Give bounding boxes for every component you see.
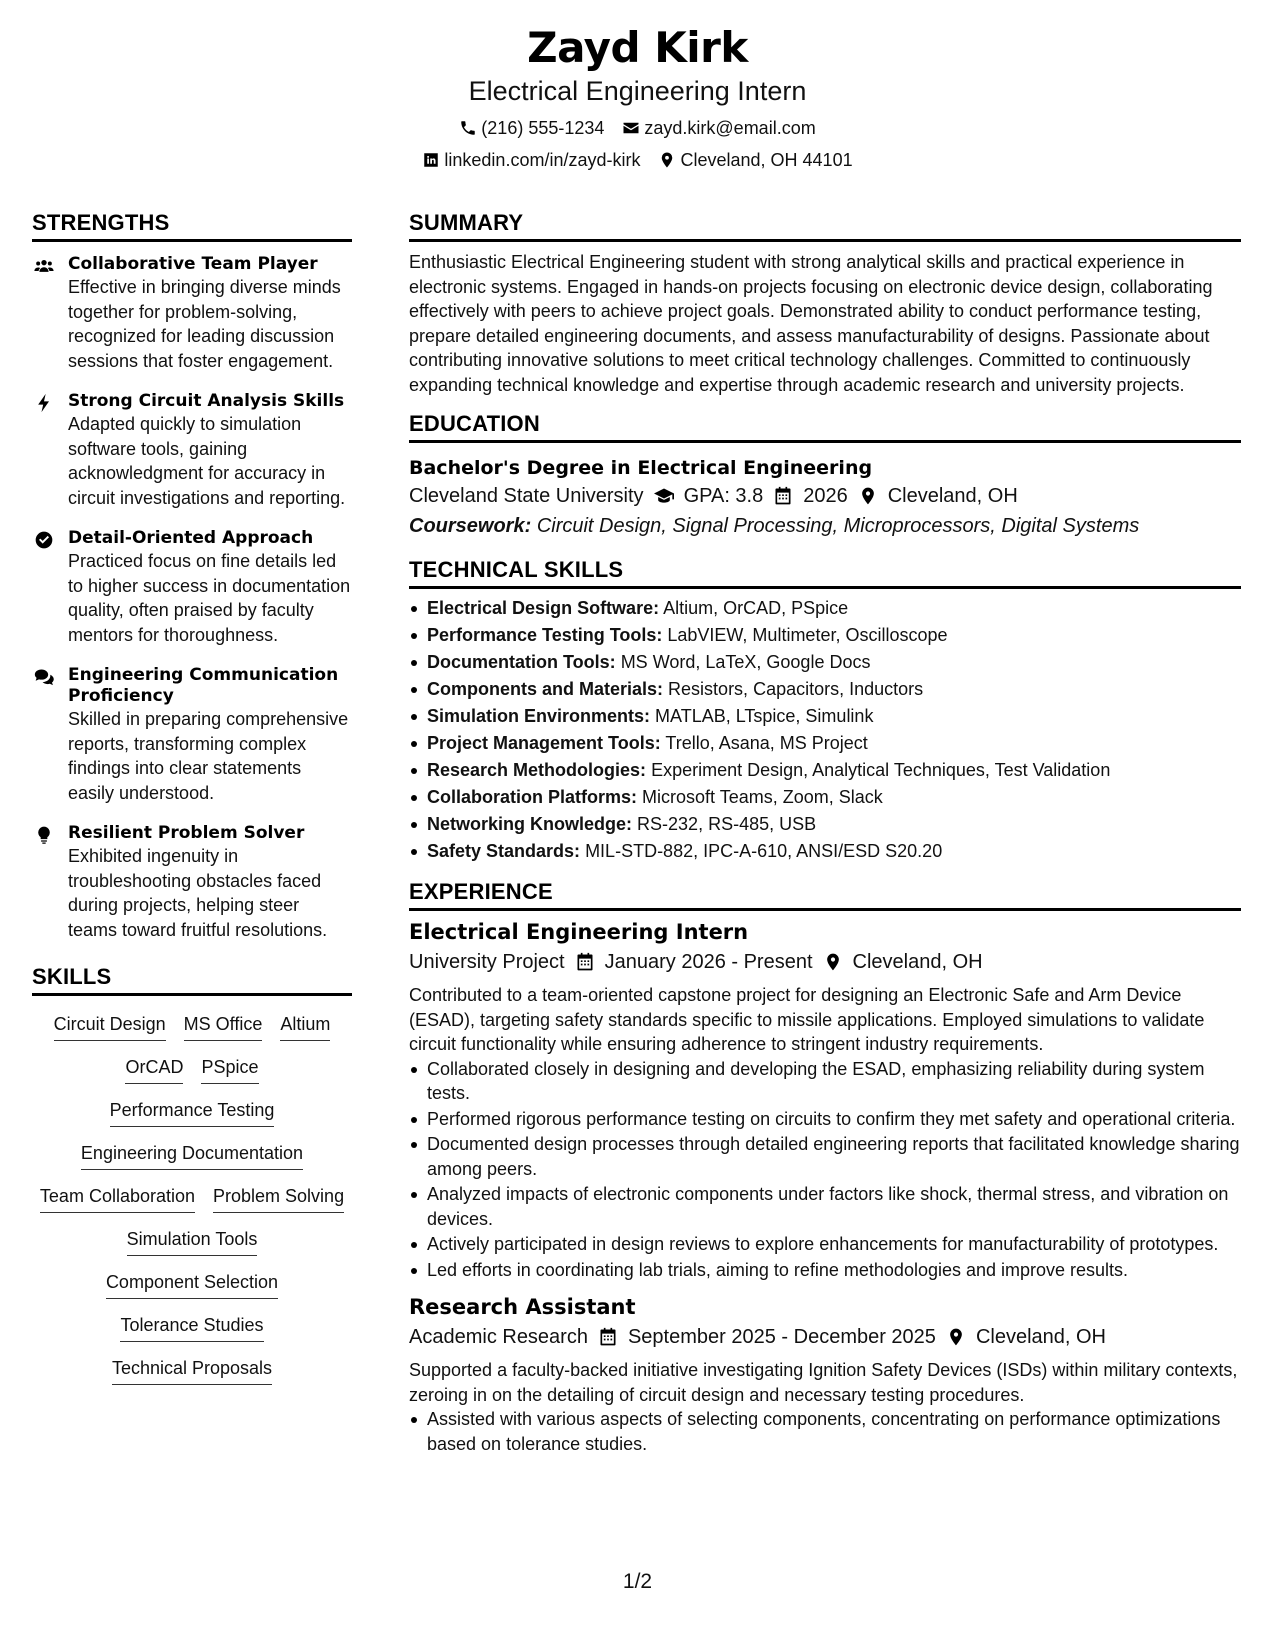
job-meta <box>409 1322 1241 1352</box>
skills-heading: SKILLS <box>32 964 352 996</box>
skill-value: Altium, OrCAD, PSpice <box>663 598 849 618</box>
skill-tag: Altium <box>280 1012 330 1041</box>
lightbulb-icon <box>34 825 54 845</box>
school-name: Cleveland State University <box>409 485 644 507</box>
email-text: zayd.kirk@email.com <box>644 118 816 138</box>
skill-tag: OrCAD <box>125 1055 183 1084</box>
strength-title: Detail-Oriented Approach <box>68 528 314 548</box>
skill-label: Performance Testing Tools: <box>427 625 663 645</box>
skill-label: Research Methodologies: <box>427 760 647 780</box>
skill-value: MIL-STD-882, IPC-A-610, ANSI/ESD S20.20 <box>585 841 943 861</box>
strength-title: Strong Circuit Analysis Skills <box>68 391 345 411</box>
strength-item <box>32 528 352 647</box>
list-item <box>409 595 1241 622</box>
map-pin-icon <box>823 952 843 972</box>
skill-tag: Simulation Tools <box>127 1227 258 1256</box>
graduation-cap-icon <box>654 486 674 506</box>
list-item <box>409 622 1241 649</box>
education-location: Cleveland, OH <box>887 485 1018 507</box>
skill-tag: Circuit Design <box>54 1012 166 1041</box>
comments-icon <box>34 667 54 687</box>
job-entry <box>409 1292 1241 1456</box>
skill-tag: PSpice <box>201 1055 258 1084</box>
skill-label: Collaboration Platforms: <box>427 787 638 807</box>
skill-label: Components and Materials: <box>427 679 664 699</box>
strength-desc: Adapted quickly to simulation software tools, gaining acknowledgment for accuracy in circuit investigations and reporting. <box>68 414 346 508</box>
summary-heading: SUMMARY <box>409 210 1241 242</box>
strength-item <box>32 665 352 805</box>
list-item <box>409 649 1241 676</box>
technical-skills-list <box>409 595 1241 865</box>
strength-item <box>32 823 352 942</box>
grad-year: 2026 <box>803 485 848 507</box>
skill-tag: MS Office <box>184 1012 263 1041</box>
linkedin-contact[interactable] <box>422 148 640 172</box>
users-icon <box>34 256 54 276</box>
strength-item <box>32 254 352 373</box>
job-location: Cleveland, OH <box>852 951 983 973</box>
skill-value: Experiment Design, Analytical Techniques, Test Validation <box>651 760 1111 780</box>
linkedin-icon <box>422 151 440 169</box>
technical-skills-heading: TECHNICAL SKILLS <box>409 557 1241 589</box>
envelope-icon <box>622 119 640 137</box>
skill-label: Electrical Design Software: <box>427 598 660 618</box>
skill-label: Project Management Tools: <box>427 733 661 753</box>
email-contact[interactable] <box>622 116 815 140</box>
map-pin-icon <box>858 486 878 506</box>
skill-tag: Engineering Documentation <box>81 1141 303 1170</box>
list-item <box>409 730 1241 757</box>
list-item <box>409 676 1241 703</box>
list-item: Analyzed impacts of electronic components under factors like shock, thermal stress, and vibration on devices. <box>409 1182 1241 1231</box>
coursework-text: Circuit Design, Signal Processing, Microprocessors, Digital Systems <box>536 515 1140 537</box>
list-item: Performed rigorous performance testing on circuits to confirm they met safety and operational criteria. <box>409 1107 1241 1132</box>
right-column <box>409 210 1241 1457</box>
experience-heading: EXPERIENCE <box>409 879 1241 911</box>
job-title: Research Assistant <box>409 1295 636 1319</box>
linkedin-text: linkedin.com/in/zayd-kirk <box>444 150 641 170</box>
list-item: Led efforts in coordinating lab trials, aiming to refine methodologies and improve results. <box>409 1258 1241 1283</box>
bolt-icon <box>34 393 54 413</box>
job-org: Academic Research <box>409 1326 588 1348</box>
coursework-line <box>409 511 1241 541</box>
phone-text: (216) 555-1234 <box>481 118 605 138</box>
page-number: 1/2 <box>622 1570 653 1593</box>
coursework-label: Coursework: <box>409 515 532 537</box>
calendar-icon <box>773 486 793 506</box>
education-meta <box>409 481 1241 511</box>
left-column <box>32 210 352 1385</box>
phone-icon <box>459 119 477 137</box>
skill-tag: Technical Proposals <box>112 1356 272 1385</box>
list-item: Collaborated closely in designing and developing the ESAD, emphasizing reliability during system tests. <box>409 1057 1241 1106</box>
job-bullets <box>409 1057 1241 1283</box>
candidate-title: Electrical Engineering Intern <box>468 76 807 106</box>
skill-value: Trello, Asana, MS Project <box>665 733 868 753</box>
strength-title: Collaborative Team Player <box>68 254 318 274</box>
calendar-icon <box>598 1327 618 1347</box>
phone-contact[interactable] <box>459 116 604 140</box>
skill-value: MATLAB, LTspice, Simulink <box>655 706 874 726</box>
list-item: Assisted with various aspects of selecting components, concentrating on performance optimizations based on tolerance studies. <box>409 1407 1241 1456</box>
skill-label: Simulation Environments: <box>427 706 651 726</box>
skill-tag: Performance Testing <box>110 1098 275 1127</box>
list-item <box>409 703 1241 730</box>
skill-value: RS-232, RS-485, USB <box>637 814 817 834</box>
location-contact <box>658 148 852 172</box>
skills-tags <box>32 1012 352 1385</box>
strength-desc: Skilled in preparing comprehensive reports, transforming complex findings into clear statements easily understood. <box>68 709 349 803</box>
skill-label: Documentation Tools: <box>427 652 616 672</box>
contact-row-1 <box>0 116 1275 140</box>
map-pin-icon <box>658 151 676 169</box>
list-item: Documented design processes through detailed engineering reports that facilitated knowledge sharing among peers. <box>409 1132 1241 1181</box>
strengths-heading: STRENGTHS <box>32 210 352 242</box>
job-org: University Project <box>409 951 565 973</box>
job-meta <box>409 947 1241 977</box>
skill-value: Microsoft Teams, Zoom, Slack <box>642 787 883 807</box>
degree-title: Bachelor's Degree in Electrical Engineering <box>409 457 873 479</box>
skill-tag: Tolerance Studies <box>120 1313 263 1342</box>
strength-desc: Exhibited ingenuity in troubleshooting obstacles faced during projects, helping steer teams toward fruitful resolutions. <box>68 846 328 940</box>
job-bullets <box>409 1407 1241 1456</box>
contact-row-2 <box>0 148 1275 172</box>
gpa-text: GPA: 3.8 <box>683 485 764 507</box>
job-entry <box>409 917 1241 1282</box>
job-dates: September 2025 - December 2025 <box>627 1326 936 1348</box>
skill-tag: Problem Solving <box>213 1184 344 1213</box>
strength-desc: Practiced focus on fine details led to higher success in documentation quality, often praised by faculty mentors for thoroughness. <box>68 551 351 645</box>
job-location: Cleveland, OH <box>975 1326 1106 1348</box>
check-circle-icon <box>34 530 54 550</box>
education-heading: EDUCATION <box>409 411 1241 443</box>
skill-value: Resistors, Capacitors, Inductors <box>668 679 924 699</box>
strength-title: Resilient Problem Solver <box>68 823 305 843</box>
location-text: Cleveland, OH 44101 <box>680 150 853 170</box>
map-pin-icon <box>946 1327 966 1347</box>
job-dates: January 2026 - Present <box>604 951 813 973</box>
resume-header <box>0 22 1275 172</box>
skill-label: Safety Standards: <box>427 841 581 861</box>
list-item <box>409 757 1241 784</box>
list-item: Actively participated in design reviews to explore enhancements for manufacturability of prototypes. <box>409 1232 1241 1257</box>
list-item <box>409 811 1241 838</box>
job-description: Contributed to a team-oriented capstone project for designing an Electronic Safe and Arm Device (ESAD), targeting safety standards specific to missile applications. Employed simulations to validate circuit functionality while ensuring adherence to stringent industry requirements. <box>409 985 1205 1054</box>
skill-value: MS Word, LaTeX, Google Docs <box>620 652 871 672</box>
candidate-name: Zayd Kirk <box>527 23 748 72</box>
list-item <box>409 784 1241 811</box>
skill-tag: Team Collaboration <box>40 1184 195 1213</box>
list-item <box>409 838 1241 865</box>
job-description: Supported a faculty-backed initiative investigating Ignition Safety Devices (ISDs) within military contexts, zeroing in on the detailing of circuit design and necessary testing procedures. <box>409 1360 1238 1405</box>
calendar-icon <box>575 952 595 972</box>
job-title: Electrical Engineering Intern <box>409 920 749 944</box>
skill-tag: Component Selection <box>106 1270 278 1299</box>
summary-text: Enthusiastic Electrical Engineering student with strong analytical skills and practical experience in electronic systems. Engaged in hands-on projects focusing on electronic device design, collaborating effectively with peers to achieve project goals. Demonstrated ability to conduct performance testing, prepare detailed engineering documents, and assess manufacturability of designs. Passionate about contributing innovative solutions to meet critical technology challenges. Committed to continuously expanding technical knowledge and expertise through academic research and university projects. <box>409 252 1213 395</box>
strength-title: Engineering Communication Proficiency <box>68 665 339 706</box>
strength-item <box>32 391 352 510</box>
strength-desc: Effective in bringing diverse minds together for problem-solving, recognized for leading discussion sessions that foster engagement. <box>68 277 341 371</box>
skill-label: Networking Knowledge: <box>427 814 633 834</box>
skill-value: LabVIEW, Multimeter, Oscilloscope <box>667 625 948 645</box>
